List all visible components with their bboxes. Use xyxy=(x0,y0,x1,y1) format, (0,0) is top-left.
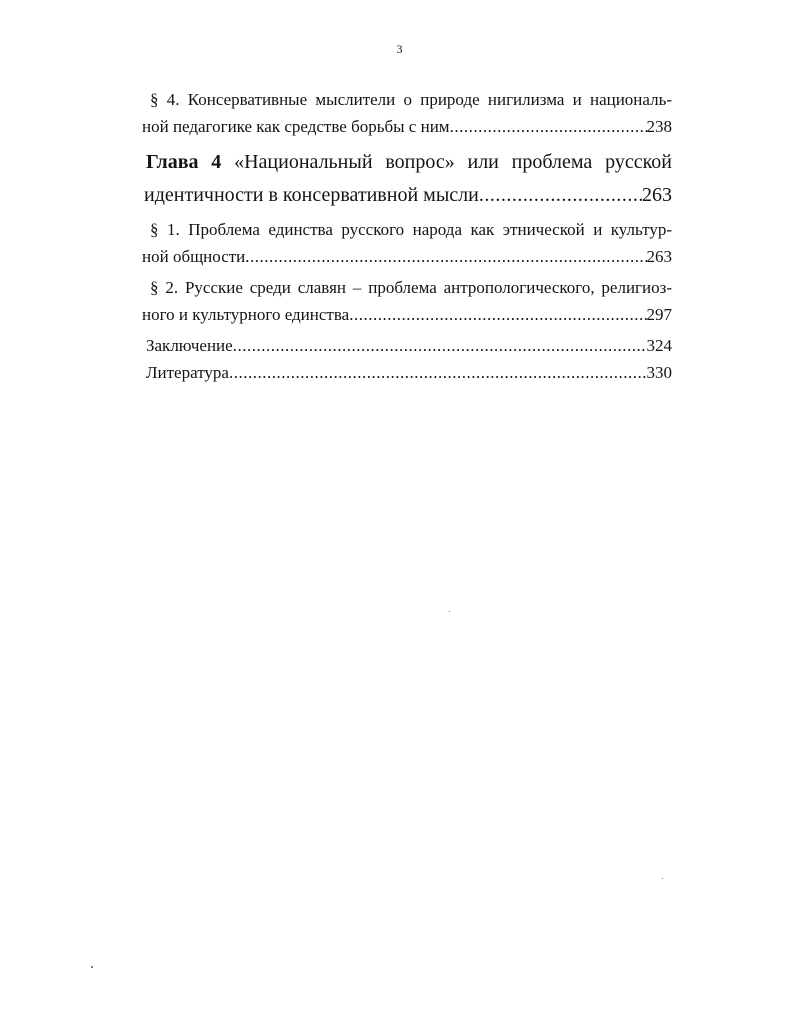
toc-entry-title: § 2. Русские среди славян – проблема антропологического, религиоз- xyxy=(150,278,672,297)
toc-entry-section-4 xyxy=(142,86,672,140)
dot-leader xyxy=(479,179,642,212)
toc-entry-title: Заключение xyxy=(146,336,233,355)
toc-entry-continuation xyxy=(142,301,672,328)
dot-leader xyxy=(450,113,647,140)
toc-page-number: 330 xyxy=(646,363,672,382)
chapter-title-continuation xyxy=(144,179,672,212)
toc-page-number: 263 xyxy=(642,184,672,206)
toc-page-number: 263 xyxy=(646,247,672,266)
table-of-contents xyxy=(142,86,672,386)
toc-entry-title-end: ной общности xyxy=(142,247,246,266)
toc-page-number: 238 xyxy=(646,117,672,136)
toc-entry-title: § 1. Проблема единства русского народа как этнической и культур- xyxy=(150,220,672,239)
chapter-title-text: «Национальный вопрос» или проблема русской xyxy=(234,151,672,173)
scan-speck xyxy=(449,611,450,612)
toc-entry-conclusion xyxy=(146,332,672,359)
toc-entry-continuation xyxy=(142,113,672,140)
dot-leader xyxy=(233,332,647,359)
toc-page-number: 297 xyxy=(646,305,672,324)
chapter-label: Глава 4 xyxy=(146,151,222,173)
toc-entry-section-1 xyxy=(142,216,672,270)
toc-entry-title-end: ного и культурного единства xyxy=(142,305,350,324)
page-number: 3 xyxy=(396,42,403,56)
chapter-title xyxy=(146,146,672,179)
toc-entry-continuation xyxy=(142,243,672,270)
dot-leader xyxy=(229,359,647,386)
scan-speck xyxy=(91,966,93,968)
toc-entry-title: § 4. Консервативные мыслители о природе нигилизма и националь- xyxy=(150,90,672,109)
toc-entry-title-end: ной педагогике как средстве борьбы с ним xyxy=(142,117,450,136)
toc-entry-literature xyxy=(146,359,672,386)
scan-speck xyxy=(662,878,663,879)
dot-leader xyxy=(245,243,646,270)
toc-entry-title: Литература xyxy=(146,363,229,382)
toc-entry-section-2 xyxy=(142,274,672,328)
toc-entry-chapter-4 xyxy=(146,146,672,212)
toc-page-number: 324 xyxy=(646,336,672,355)
chapter-title-end: идентичности в консервативной мысли xyxy=(144,184,479,206)
dot-leader xyxy=(349,301,646,328)
